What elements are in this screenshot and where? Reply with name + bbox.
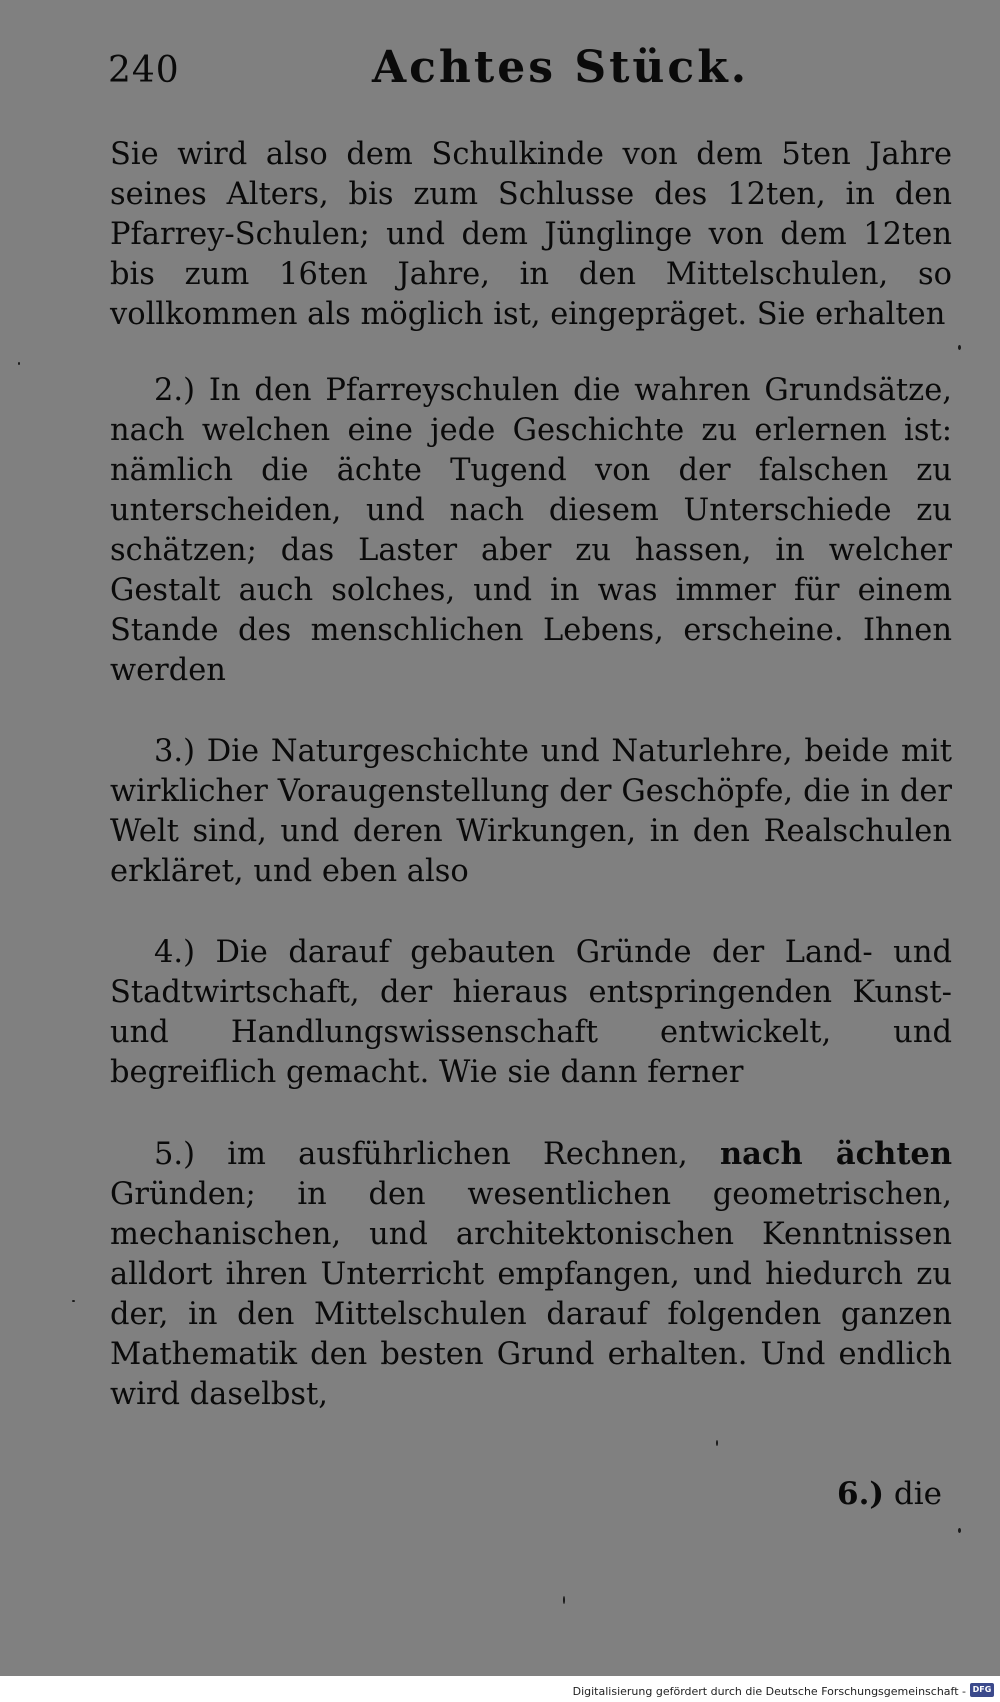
paragraph-4: 4.) Die darauf gebauten Gründe der Land- und Stadtwirtschaft, der hieraus entspringenden Kunst- und Handlungswissenschaft entwickelt, und begreiflich gemacht. Wie sie dann ferner [110, 935, 952, 1090]
catchword-number: 6.) [837, 1476, 885, 1512]
footer-bar [0, 1676, 1000, 1702]
running-head: Achtes Stück. [372, 42, 750, 93]
paragraph-5-start: 5.) im ausführlichen Rechnen, [154, 1137, 720, 1172]
paragraph-1: Sie wird also dem Schulkinde von dem 5ten Jahre seines Alters, bis zum Schlusse des 12ten, in den Pfarrey-Schulen; und dem Jünglinge von dem 12ten bis zum 16ten Jahre, in den Mittelschulen, so vollkommen als möglich ist, eingepräget. Sie erhalten [110, 137, 952, 332]
paragraph-5 [110, 1134, 952, 1415]
dfg-logo-icon: DFG [970, 1683, 994, 1697]
ink-speck [958, 1528, 961, 1533]
ink-speck [563, 1596, 565, 1604]
footer-credit: Digitalisierung gefördert durch die Deutsche Forschungsgemeinschaft - [572, 1685, 966, 1698]
catchword-word: die [893, 1476, 942, 1512]
paragraph-5-end: Gründen; in den wesentlichen geometrischen, mechanischen, und architektonischen Kenntnissen alldort ihren Unterricht empfangen, und hiedurch zu der, in den Mittelschulen darauf folgenden ganzen Mathematik den besten Grund erhalten. Und endlich wird daselbst, [110, 1177, 952, 1412]
paragraph-5-bold-phrase: nach ächten [719, 1136, 952, 1172]
body-text [110, 135, 952, 1415]
catchword [837, 1476, 942, 1512]
ink-speck [72, 1300, 75, 1302]
paragraph-3: 3.) Die Naturgeschichte und Naturlehre, beide mit wirklicher Voraugenstellung der Geschöpfe, die in der Welt sind, und deren Wirkungen, in den Realschulen erkläret, und eben also [110, 734, 952, 889]
ink-speck [18, 362, 20, 365]
ink-speck [958, 345, 961, 350]
page-number: 240 [108, 50, 180, 91]
page-header [108, 42, 948, 102]
paragraph-2: 2.) In den Pfarreyschulen die wahren Grundsätze, nach welchen eine jede Geschichte zu erlernen ist: nämlich die ächte Tugend von der falschen zu unterscheiden, und nach diesem Unterschiede zu schätzen; das Laster aber zu hassen, in welcher Gestalt auch solches, und in was immer für einem Stande des menschlichen Lebens, erscheine. Ihnen werden [110, 373, 952, 688]
ink-speck [716, 1440, 718, 1446]
